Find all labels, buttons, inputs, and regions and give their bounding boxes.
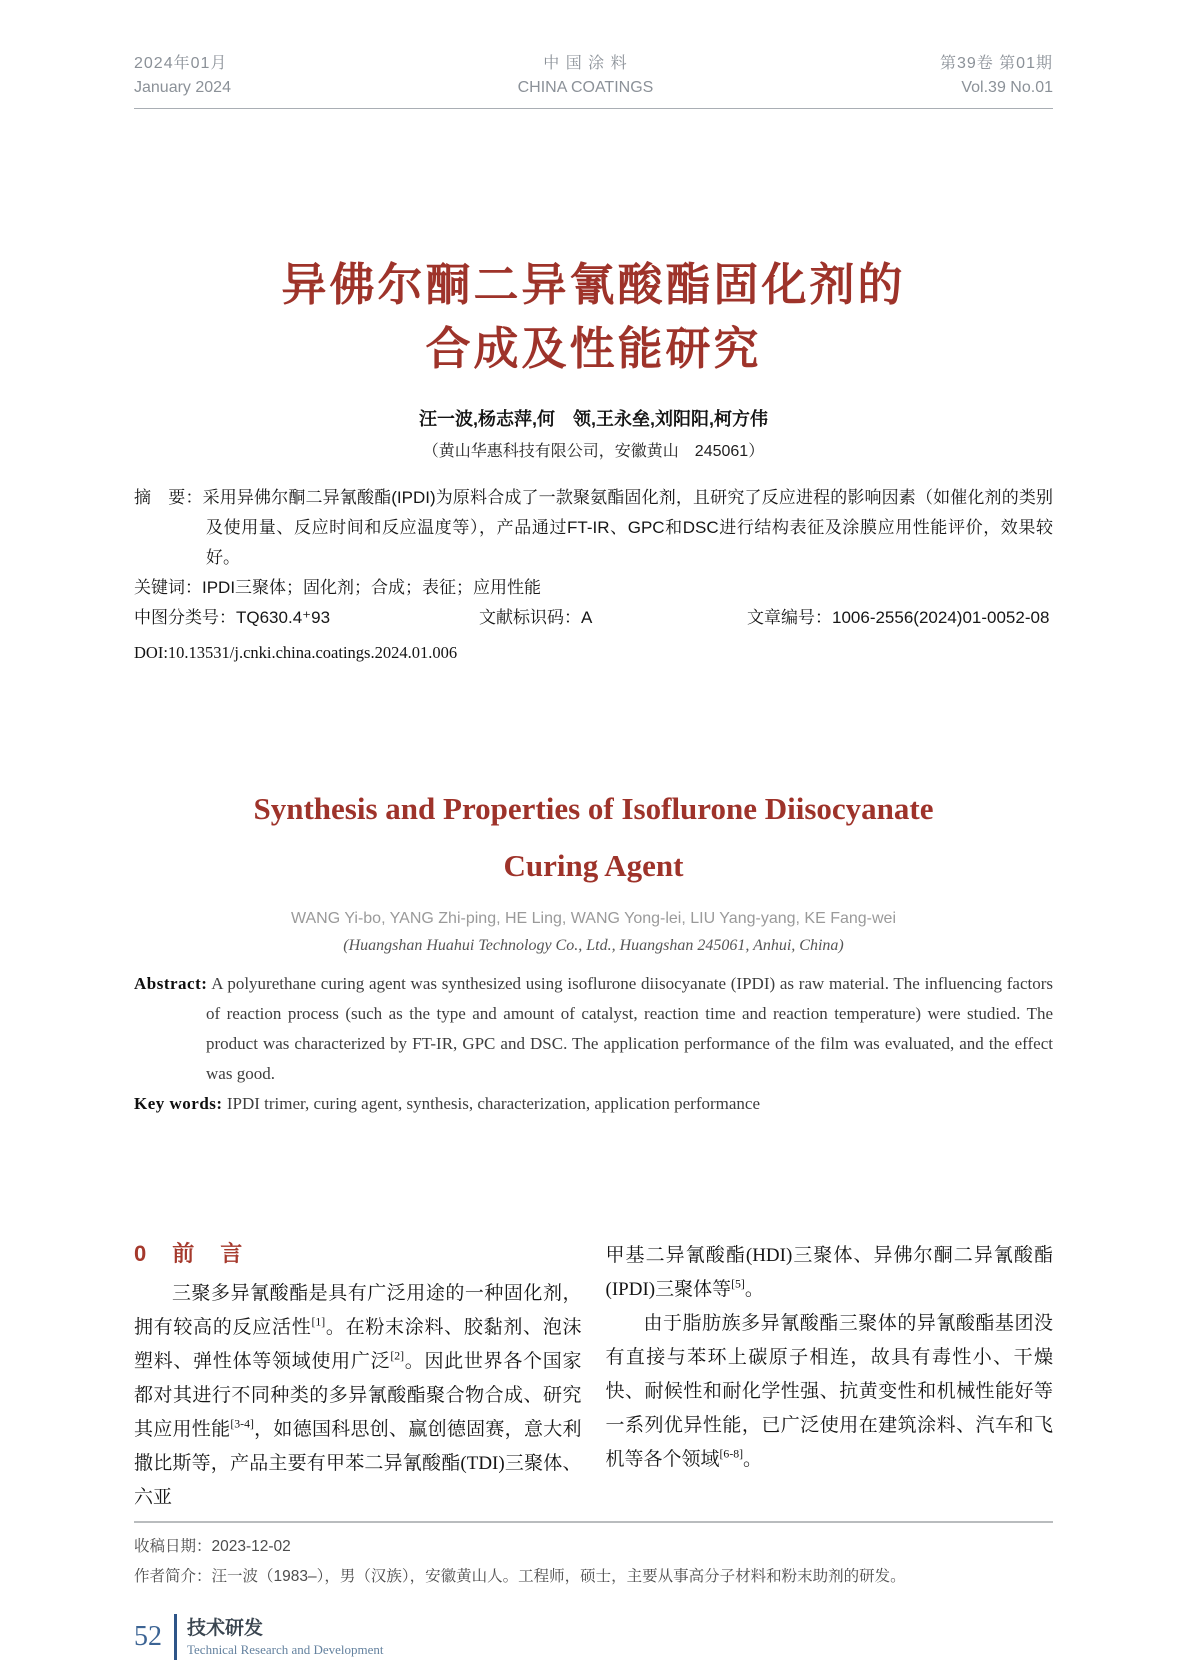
- keywords-en-label: Key words:: [134, 1094, 223, 1113]
- article-title-cn-line2: 合成及性能研究: [425, 323, 762, 374]
- article-title-en: [134, 780, 1053, 894]
- abstract-en-text: A polyurethane curing agent was synthesized using isoflurone diisocyanate (IPDI) as raw material. The influencing factors of reaction process (such as the type and amount of catalyst, reaction time and reaction temperature) were studied. The product was characterized by FT-IR, GPC and DSC. The application performance of the film was evaluated, and the effect was good.: [206, 974, 1053, 1083]
- doc-code-item: [479, 603, 747, 633]
- article-id-label: 文章编号：: [747, 608, 832, 627]
- body-column-left: [134, 1239, 582, 1515]
- footer-column-en: Technical Research and Development: [187, 1641, 384, 1657]
- authors-cn: 汪一波,杨志萍,何 领,王永垒,刘阳阳,柯方伟: [418, 409, 768, 429]
- affiliation-cn: （黄山华惠科技有限公司，安徽黄山 245061）: [422, 443, 765, 460]
- keywords-cn: [134, 573, 1053, 603]
- abstract-cn: [134, 483, 1053, 573]
- keywords-en-text: IPDI trimer, curing agent, synthesis, characterization, application performance: [226, 1094, 761, 1113]
- classification-row: [134, 603, 1053, 633]
- footnote-bio: [134, 1562, 1053, 1592]
- doc-code-label: 文献标识码：: [479, 608, 581, 627]
- article-title-en-line2: Curing Agent: [503, 848, 684, 883]
- intro-paragraph-right-2: 由于脂肪族多异氰酸酯三聚体的异氰酸酯基团没有直接与苯环上碳原子相连，故具有毒性小、干燥快、耐候性和耐化学性强、抗黄变性和机械性能好等一系列优异性能，已广泛使用在建筑涂料、汽车和飞机等各个领域[6-8]。: [605, 1313, 1053, 1470]
- article-title-en-line1: Synthesis and Properties of Isoflurone Diisocyanate: [253, 791, 934, 826]
- header-date-en: January 2024: [134, 79, 231, 96]
- article-id-value: 1006-2556(2024)01-0052-08: [832, 608, 1050, 627]
- clc-item: [134, 603, 479, 633]
- header-journal-group: [518, 52, 654, 100]
- intro-paragraph-left: 三聚多异氰酸酯是具有广泛用途的一种固化剂，拥有较高的反应活性[1]。在粉末涂料、胶黏剂、泡沫塑料、弹性体等领域使用广泛[2]。因此世界各个国家都对其进行不同种类的多异氰酸酯聚合物合成、研究其应用性能[3-4]，如德国科思创、赢创德固赛，意大利撒比斯等，产品主要有甲苯二异氰酸酯(TDI)三聚体、六亚: [134, 1283, 582, 1508]
- abstract-cn-text: 采用异佛尔酮二异氰酸酯(IPDI)为原料合成了一款聚氨酯固化剂，且研究了反应进程的影响因素（如催化剂的类别及使用量、反应时间和反应温度等），产品通过FT-IR、GPC和DSC进行结构表征及涂膜应用性能评价，效果较好。: [202, 488, 1054, 567]
- abstract-en: [134, 969, 1053, 1089]
- footer-column-cn: 技术研发: [187, 1617, 264, 1639]
- article-id-item: [747, 603, 1049, 633]
- doc-code-value: A: [581, 608, 593, 627]
- header-issue-group: [940, 52, 1053, 100]
- body-columns: [134, 1239, 1053, 1515]
- page-number: 52: [134, 1621, 162, 1652]
- affiliation-en: (Huangshan Huahui Technology Co., Ltd., Huangshan 245061, Anhui, China): [343, 937, 844, 954]
- footer-column-title: [187, 1617, 384, 1658]
- header-journal-en: CHINA COATINGS: [517, 79, 654, 96]
- header-journal-cn: 中 国 涂 料: [543, 55, 628, 72]
- keywords-en: [134, 1089, 1053, 1119]
- footnote-bio-value: 汪一波（1983–），男（汉族），安徽黄山人。工程师，硕士，主要从事高分子材料和粉末助剂的研发。: [211, 1568, 906, 1585]
- clc-value: TQ630.4⁺93: [236, 608, 331, 627]
- footnote-bio-label: 作者简介：: [134, 1568, 212, 1585]
- header-date-cn: 2024年01月: [134, 55, 228, 72]
- footnote-received-value: 2023-12-02: [211, 1538, 291, 1555]
- footer-divider-bar: [174, 1614, 177, 1660]
- clc-label: 中图分类号：: [134, 608, 236, 627]
- abstract-cn-label: 摘 要：: [134, 488, 203, 507]
- footnote-received: [134, 1532, 1053, 1562]
- header-issue-cn: 第39卷 第01期: [939, 55, 1053, 72]
- section-heading-intro: 0 前 言: [134, 1241, 245, 1266]
- journal-header: [134, 52, 1053, 109]
- keywords-cn-text: IPDI三聚体；固化剂；合成；表征；应用性能: [202, 578, 542, 597]
- keywords-cn-label: 关键词：: [134, 578, 202, 597]
- doi-line: DOI:10.13531/j.cnki.china.coatings.2024.01.006: [134, 643, 458, 662]
- header-issue-en: Vol.39 No.01: [961, 79, 1053, 96]
- footnote-received-label: 收稿日期：: [134, 1538, 212, 1555]
- abstract-en-label: Abstract:: [134, 974, 208, 993]
- chinese-meta-block: [134, 483, 1053, 668]
- article-title-cn: [134, 253, 1053, 381]
- page-footer: [134, 1614, 1053, 1660]
- intro-paragraph-right-1: 甲基二异氰酸酯(HDI)三聚体、异佛尔酮二异氰酸酯(IPDI)三聚体等[5]。: [605, 1245, 1053, 1300]
- english-abstract-block: [134, 969, 1053, 1119]
- header-date-group: [134, 52, 231, 100]
- footnote-block: [134, 1521, 1053, 1592]
- authors-en: WANG Yi-bo, YANG Zhi-ping, HE Ling, WANG Yong-lei, LIU Yang-yang, KE Fang-wei: [290, 910, 896, 927]
- article-title-cn-line1: 异佛尔酮二异氰酸酯固化剂的: [281, 259, 906, 310]
- body-column-right: [606, 1239, 1054, 1515]
